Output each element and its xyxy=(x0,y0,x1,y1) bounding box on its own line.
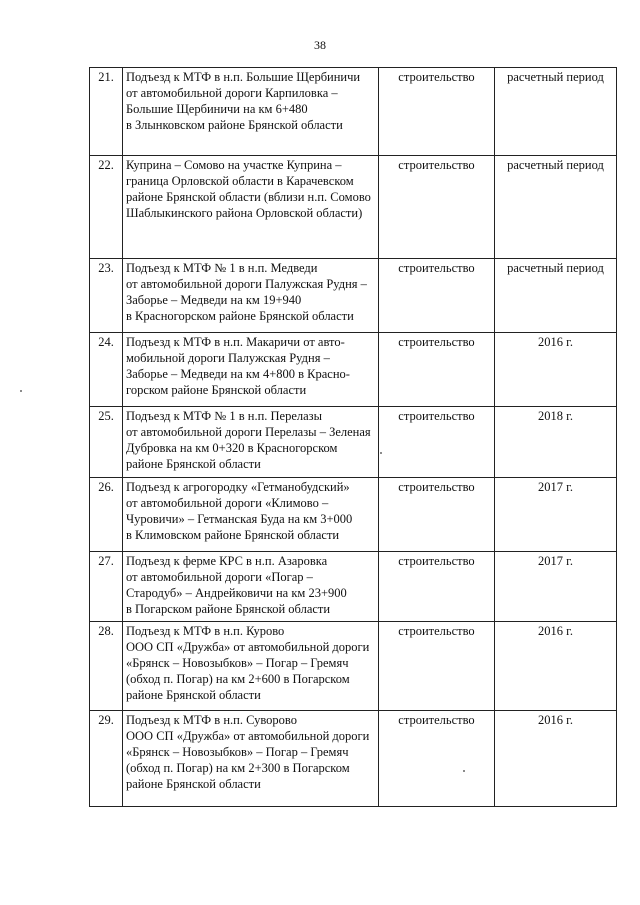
table-row xyxy=(90,156,617,259)
work-type: строительство xyxy=(379,711,495,807)
work-type: строительство xyxy=(379,333,495,407)
row-number: 21. xyxy=(90,68,123,156)
row-number: 26. xyxy=(90,478,123,552)
road-description: Подъезд к агрогородку «Гетманобудский» от автомобильной дороги «Климово – Чуровичи» – Гетманская Буда на км 3+000 в Климовском районе Брянской области xyxy=(123,478,379,552)
road-description: Подъезд к МТФ в н.п. Макаричи от авто- мобильной дороги Палужская Рудня – Заборье – Медведи на км 4+800 в Красно- горском районе Брянской области xyxy=(123,333,379,407)
road-description: Подъезд к ферме КРС в н.п. Азаровка от автомобильной дороги «Погар – Стародуб» – Андрейковичи на км 23+900 в Погарском районе Брянской области xyxy=(123,552,379,622)
construction-period: 2016 г. xyxy=(495,622,617,711)
construction-period: 2018 г. xyxy=(495,407,617,478)
construction-period: расчетный период xyxy=(495,68,617,156)
scan-speck xyxy=(380,452,382,454)
construction-period: расчетный период xyxy=(495,156,617,259)
road-description: Подъезд к МТФ в н.п. Суворово ООО СП «Дружба» от автомобильной дороги «Брянск – Новозыбков» – Погар – Гремяч (обход п. Погар) на км 2+300 в Погарском районе Брянской области xyxy=(123,711,379,807)
table-row xyxy=(90,333,617,407)
work-type: строительство xyxy=(379,68,495,156)
table-row xyxy=(90,711,617,807)
work-type: строительство xyxy=(379,259,495,333)
construction-period: расчетный период xyxy=(495,259,617,333)
table-row xyxy=(90,68,617,156)
work-type: строительство xyxy=(379,622,495,711)
row-number: 28. xyxy=(90,622,123,711)
table-row xyxy=(90,552,617,622)
work-type: строительство xyxy=(379,156,495,259)
row-number: 29. xyxy=(90,711,123,807)
row-number: 25. xyxy=(90,407,123,478)
work-type: строительство xyxy=(379,407,495,478)
road-description: Подъезд к МТФ в н.п. Курово ООО СП «Дружба» от автомобильной дороги «Брянск – Новозыбков» – Погар – Гремяч (обход п. Погар) на км 2+600 в Погарском районе Брянской области xyxy=(123,622,379,711)
row-number: 22. xyxy=(90,156,123,259)
table-row xyxy=(90,259,617,333)
row-number: 23. xyxy=(90,259,123,333)
row-number: 24. xyxy=(90,333,123,407)
work-type: строительство xyxy=(379,552,495,622)
road-description: Куприна – Сомово на участке Куприна – граница Орловской области в Карачевском районе Брянской области (вблизи н.п. Сомово Шаблыкинского района Орловской области) xyxy=(123,156,379,259)
road-description: Подъезд к МТФ в н.п. Большие Щербиничи от автомобильной дороги Карпиловка – Большие Щербиничи на км 6+480 в Злынковском районе Брянской области xyxy=(123,68,379,156)
road-description: Подъезд к МТФ № 1 в н.п. Перелазы от автомобильной дороги Перелазы – Зеленая Дубровка на км 0+320 в Красногорском районе Брянской области xyxy=(123,407,379,478)
page-number: 38 xyxy=(314,38,326,52)
table-row xyxy=(90,407,617,478)
table-row xyxy=(90,622,617,711)
construction-period: 2017 г. xyxy=(495,478,617,552)
row-number: 27. xyxy=(90,552,123,622)
road-construction-table xyxy=(89,67,617,807)
table-row xyxy=(90,478,617,552)
work-type: строительство xyxy=(379,478,495,552)
construction-period: 2017 г. xyxy=(495,552,617,622)
road-description: Подъезд к МТФ № 1 в н.п. Медведи от автомобильной дороги Палужская Рудня – Заборье – Медведи на км 19+940 в Красногорском районе Брянской области xyxy=(123,259,379,333)
scan-speck xyxy=(20,390,22,392)
construction-period: 2016 г. xyxy=(495,711,617,807)
construction-period: 2016 г. xyxy=(495,333,617,407)
scan-speck xyxy=(463,770,465,772)
